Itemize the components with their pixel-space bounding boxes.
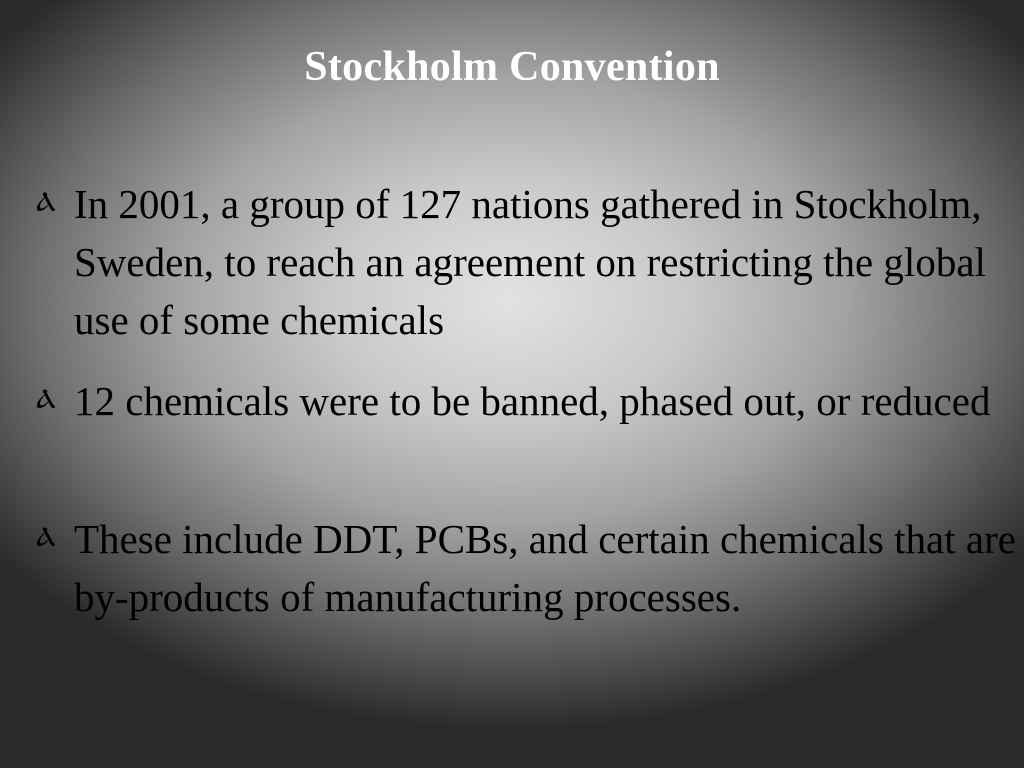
bullet-item — [32, 510, 1017, 690]
bullet-text: In 2001, a group of 127 nations gathered in Stockholm, Sweden, to reach an agreement on restricting the global use of some chemicals — [74, 181, 986, 343]
bullet-text: These include DDT, PCBs, and certain chemicals that are by-products of manufacturing processes. — [74, 516, 1016, 620]
bullet-item — [32, 175, 1017, 355]
bullet-marker-icon: Ⲁ — [36, 384, 56, 414]
bullet-text: 12 chemicals were to be banned, phased out, or reduced — [74, 378, 991, 424]
bullet-marker-icon: Ⲁ — [36, 522, 56, 552]
slide-title: Stockholm Convention — [304, 44, 720, 90]
bullet-item — [32, 372, 1017, 492]
bullet-marker-icon: Ⲁ — [36, 187, 56, 217]
